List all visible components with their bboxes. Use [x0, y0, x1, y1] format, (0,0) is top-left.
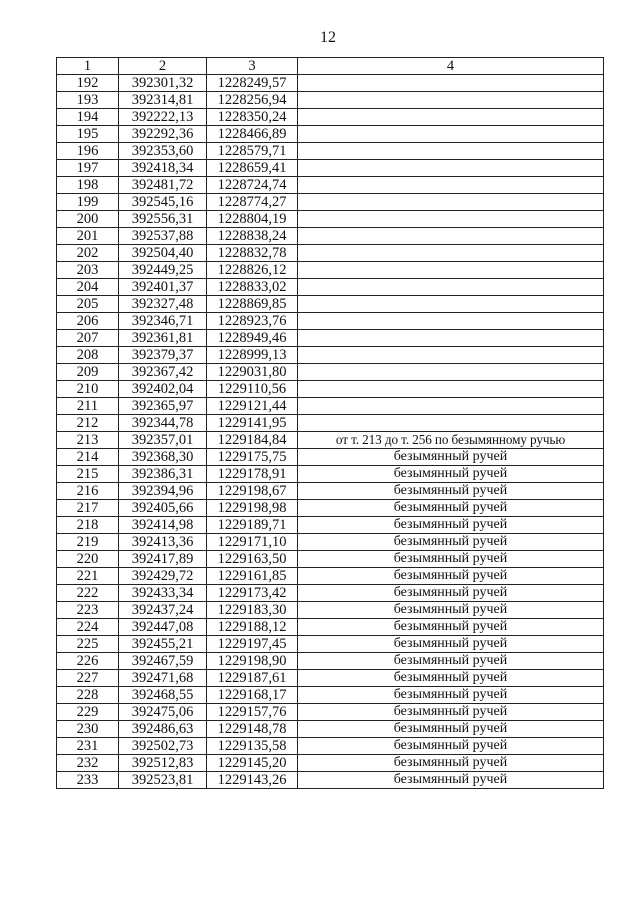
cell-description: [298, 126, 604, 143]
cell-y-coordinate: 1229110,56: [207, 381, 298, 398]
table-header-row: [57, 58, 604, 75]
cell-description: [298, 194, 604, 211]
cell-point-number: 220: [57, 551, 119, 568]
column-header-x: 2: [119, 58, 207, 75]
cell-y-coordinate: 1229173,42: [207, 585, 298, 602]
table-row: [57, 381, 604, 398]
cell-y-coordinate: 1229141,95: [207, 415, 298, 432]
cell-description: [298, 313, 604, 330]
cell-y-coordinate: 1228659,41: [207, 160, 298, 177]
cell-description: [298, 364, 604, 381]
cell-description: безымянный ручей: [298, 551, 604, 568]
cell-y-coordinate: 1229198,98: [207, 500, 298, 517]
cell-description: безымянный ручей: [298, 602, 604, 619]
table-row: [57, 585, 604, 602]
table-row: [57, 517, 604, 534]
cell-x-coordinate: 392401,37: [119, 279, 207, 296]
cell-x-coordinate: 392512,83: [119, 755, 207, 772]
cell-y-coordinate: 1228466,89: [207, 126, 298, 143]
cell-x-coordinate: 392429,72: [119, 568, 207, 585]
cell-description: [298, 228, 604, 245]
cell-x-coordinate: 392327,48: [119, 296, 207, 313]
cell-description: безымянный ручей: [298, 619, 604, 636]
cell-description: [298, 279, 604, 296]
cell-description: [298, 92, 604, 109]
table-row: [57, 126, 604, 143]
table-row: [57, 279, 604, 296]
cell-description: безымянный ручей: [298, 653, 604, 670]
cell-y-coordinate: 1229031,80: [207, 364, 298, 381]
cell-x-coordinate: 392502,73: [119, 738, 207, 755]
cell-y-coordinate: 1228256,94: [207, 92, 298, 109]
cell-point-number: 215: [57, 466, 119, 483]
cell-x-coordinate: 392413,36: [119, 534, 207, 551]
cell-point-number: 193: [57, 92, 119, 109]
cell-description: безымянный ручей: [298, 517, 604, 534]
cell-y-coordinate: 1228869,85: [207, 296, 298, 313]
cell-point-number: 196: [57, 143, 119, 160]
cell-point-number: 231: [57, 738, 119, 755]
cell-point-number: 211: [57, 398, 119, 415]
table-row: [57, 772, 604, 789]
cell-y-coordinate: 1228350,24: [207, 109, 298, 126]
cell-x-coordinate: 392222,13: [119, 109, 207, 126]
cell-description: безымянный ручей: [298, 772, 604, 789]
cell-point-number: 223: [57, 602, 119, 619]
cell-y-coordinate: 1228949,46: [207, 330, 298, 347]
cell-x-coordinate: 392475,06: [119, 704, 207, 721]
table-row: [57, 109, 604, 126]
cell-point-number: 226: [57, 653, 119, 670]
cell-description: безымянный ручей: [298, 704, 604, 721]
cell-description: [298, 109, 604, 126]
cell-point-number: 195: [57, 126, 119, 143]
cell-point-number: 224: [57, 619, 119, 636]
table-row: [57, 245, 604, 262]
cell-x-coordinate: 392301,32: [119, 75, 207, 92]
table-row: [57, 398, 604, 415]
cell-point-number: 194: [57, 109, 119, 126]
cell-y-coordinate: 1229183,30: [207, 602, 298, 619]
cell-x-coordinate: 392504,40: [119, 245, 207, 262]
table-row: [57, 364, 604, 381]
cell-description: безымянный ручей: [298, 449, 604, 466]
cell-y-coordinate: 1228999,13: [207, 347, 298, 364]
cell-x-coordinate: 392353,60: [119, 143, 207, 160]
cell-x-coordinate: 392545,16: [119, 194, 207, 211]
cell-point-number: 227: [57, 670, 119, 687]
table-row: [57, 194, 604, 211]
cell-description: [298, 398, 604, 415]
cell-y-coordinate: 1228826,12: [207, 262, 298, 279]
cell-point-number: 214: [57, 449, 119, 466]
cell-description: [298, 160, 604, 177]
table-row: [57, 432, 604, 449]
cell-point-number: 217: [57, 500, 119, 517]
cell-y-coordinate: 1229163,50: [207, 551, 298, 568]
cell-x-coordinate: 392556,31: [119, 211, 207, 228]
cell-description: безымянный ручей: [298, 755, 604, 772]
cell-x-coordinate: 392379,37: [119, 347, 207, 364]
cell-description: безымянный ручей: [298, 670, 604, 687]
cell-y-coordinate: 1228923,76: [207, 313, 298, 330]
table-row: [57, 602, 604, 619]
cell-x-coordinate: 392447,08: [119, 619, 207, 636]
cell-x-coordinate: 392402,04: [119, 381, 207, 398]
table-row: [57, 568, 604, 585]
table-row: [57, 177, 604, 194]
cell-point-number: 208: [57, 347, 119, 364]
cell-description: безымянный ручей: [298, 738, 604, 755]
cell-x-coordinate: 392292,36: [119, 126, 207, 143]
cell-y-coordinate: 1229145,20: [207, 755, 298, 772]
cell-point-number: 203: [57, 262, 119, 279]
cell-point-number: 207: [57, 330, 119, 347]
cell-x-coordinate: 392418,34: [119, 160, 207, 177]
cell-x-coordinate: 392414,98: [119, 517, 207, 534]
table-row: [57, 313, 604, 330]
column-header-y: 3: [207, 58, 298, 75]
cell-y-coordinate: 1229187,61: [207, 670, 298, 687]
cell-description: [298, 381, 604, 398]
cell-x-coordinate: 392314,81: [119, 92, 207, 109]
cell-x-coordinate: 392394,96: [119, 483, 207, 500]
cell-point-number: 197: [57, 160, 119, 177]
cell-description: [298, 347, 604, 364]
cell-description: [298, 262, 604, 279]
cell-description: [298, 75, 604, 92]
table-row: [57, 228, 604, 245]
cell-point-number: 219: [57, 534, 119, 551]
cell-point-number: 209: [57, 364, 119, 381]
cell-y-coordinate: 1229198,67: [207, 483, 298, 500]
cell-y-coordinate: 1229188,12: [207, 619, 298, 636]
cell-description: [298, 211, 604, 228]
page-number: 12: [320, 29, 336, 46]
cell-x-coordinate: 392481,72: [119, 177, 207, 194]
cell-point-number: 232: [57, 755, 119, 772]
cell-y-coordinate: 1229178,91: [207, 466, 298, 483]
cell-x-coordinate: 392346,71: [119, 313, 207, 330]
cell-x-coordinate: 392386,31: [119, 466, 207, 483]
table-row: [57, 687, 604, 704]
cell-x-coordinate: 392468,55: [119, 687, 207, 704]
table-row: [57, 670, 604, 687]
table-row: [57, 619, 604, 636]
cell-x-coordinate: 392417,89: [119, 551, 207, 568]
cell-y-coordinate: 1228833,02: [207, 279, 298, 296]
cell-description: безымянный ручей: [298, 500, 604, 517]
column-header-point-number: 1: [57, 58, 119, 75]
cell-point-number: 198: [57, 177, 119, 194]
cell-point-number: 229: [57, 704, 119, 721]
cell-y-coordinate: 1229121,44: [207, 398, 298, 415]
cell-x-coordinate: 392405,66: [119, 500, 207, 517]
cell-description: безымянный ручей: [298, 636, 604, 653]
cell-y-coordinate: 1229168,17: [207, 687, 298, 704]
table-row: [57, 449, 604, 466]
cell-description: безымянный ручей: [298, 534, 604, 551]
cell-point-number: 206: [57, 313, 119, 330]
cell-x-coordinate: 392455,21: [119, 636, 207, 653]
coordinates-table: [56, 57, 604, 789]
cell-x-coordinate: 392368,30: [119, 449, 207, 466]
cell-description: безымянный ручей: [298, 466, 604, 483]
table-row: [57, 143, 604, 160]
cell-x-coordinate: 392433,34: [119, 585, 207, 602]
cell-y-coordinate: 1229143,26: [207, 772, 298, 789]
cell-y-coordinate: 1228804,19: [207, 211, 298, 228]
cell-y-coordinate: 1228838,24: [207, 228, 298, 245]
table-row: [57, 636, 604, 653]
cell-point-number: 218: [57, 517, 119, 534]
cell-point-number: 192: [57, 75, 119, 92]
cell-point-number: 201: [57, 228, 119, 245]
cell-point-number: 212: [57, 415, 119, 432]
table-row: [57, 211, 604, 228]
cell-y-coordinate: 1229198,90: [207, 653, 298, 670]
cell-y-coordinate: 1229171,10: [207, 534, 298, 551]
cell-description: безымянный ручей: [298, 687, 604, 704]
table-row: [57, 738, 604, 755]
cell-y-coordinate: 1228724,74: [207, 177, 298, 194]
cell-description: безымянный ручей: [298, 483, 604, 500]
cell-point-number: 230: [57, 721, 119, 738]
cell-point-number: 228: [57, 687, 119, 704]
cell-point-number: 210: [57, 381, 119, 398]
table-row: [57, 75, 604, 92]
cell-description: безымянный ручей: [298, 568, 604, 585]
cell-description: безымянный ручей: [298, 721, 604, 738]
cell-point-number: 202: [57, 245, 119, 262]
cell-y-coordinate: 1229148,78: [207, 721, 298, 738]
cell-x-coordinate: 392537,88: [119, 228, 207, 245]
cell-point-number: 205: [57, 296, 119, 313]
cell-point-number: 225: [57, 636, 119, 653]
cell-point-number: 233: [57, 772, 119, 789]
cell-y-coordinate: 1229161,85: [207, 568, 298, 585]
table-row: [57, 92, 604, 109]
cell-x-coordinate: 392361,81: [119, 330, 207, 347]
cell-y-coordinate: 1228579,71: [207, 143, 298, 160]
table-row: [57, 415, 604, 432]
cell-y-coordinate: 1228774,27: [207, 194, 298, 211]
table-row: [57, 330, 604, 347]
cell-x-coordinate: 392471,68: [119, 670, 207, 687]
cell-point-number: 216: [57, 483, 119, 500]
table-row: [57, 755, 604, 772]
table-row: [57, 653, 604, 670]
cell-y-coordinate: 1229135,58: [207, 738, 298, 755]
table-row: [57, 551, 604, 568]
cell-y-coordinate: 1228249,57: [207, 75, 298, 92]
table-row: [57, 347, 604, 364]
cell-description: от т. 213 до т. 256 по безымянному ручью: [298, 432, 604, 449]
cell-x-coordinate: 392367,42: [119, 364, 207, 381]
table-row: [57, 466, 604, 483]
cell-description: безымянный ручей: [298, 585, 604, 602]
table-row: [57, 534, 604, 551]
cell-description: [298, 143, 604, 160]
cell-description: [298, 245, 604, 262]
cell-y-coordinate: 1229175,75: [207, 449, 298, 466]
cell-point-number: 200: [57, 211, 119, 228]
cell-x-coordinate: 392437,24: [119, 602, 207, 619]
cell-x-coordinate: 392449,25: [119, 262, 207, 279]
cell-point-number: 199: [57, 194, 119, 211]
cell-y-coordinate: 1229197,45: [207, 636, 298, 653]
cell-x-coordinate: 392357,01: [119, 432, 207, 449]
cell-x-coordinate: 392365,97: [119, 398, 207, 415]
cell-point-number: 213: [57, 432, 119, 449]
table-row: [57, 704, 604, 721]
cell-point-number: 222: [57, 585, 119, 602]
table-row: [57, 500, 604, 517]
cell-y-coordinate: 1229184,84: [207, 432, 298, 449]
cell-description: [298, 330, 604, 347]
cell-x-coordinate: 392344,78: [119, 415, 207, 432]
table-row: [57, 721, 604, 738]
table-row: [57, 262, 604, 279]
cell-y-coordinate: 1229189,71: [207, 517, 298, 534]
cell-x-coordinate: 392486,63: [119, 721, 207, 738]
table-row: [57, 160, 604, 177]
column-header-description: 4: [298, 58, 604, 75]
cell-description: [298, 296, 604, 313]
cell-x-coordinate: 392523,81: [119, 772, 207, 789]
table-row: [57, 296, 604, 313]
cell-point-number: 204: [57, 279, 119, 296]
table-body: [57, 75, 604, 789]
cell-point-number: 221: [57, 568, 119, 585]
table-row: [57, 483, 604, 500]
cell-description: [298, 177, 604, 194]
cell-x-coordinate: 392467,59: [119, 653, 207, 670]
cell-description: [298, 415, 604, 432]
cell-y-coordinate: 1228832,78: [207, 245, 298, 262]
cell-y-coordinate: 1229157,76: [207, 704, 298, 721]
